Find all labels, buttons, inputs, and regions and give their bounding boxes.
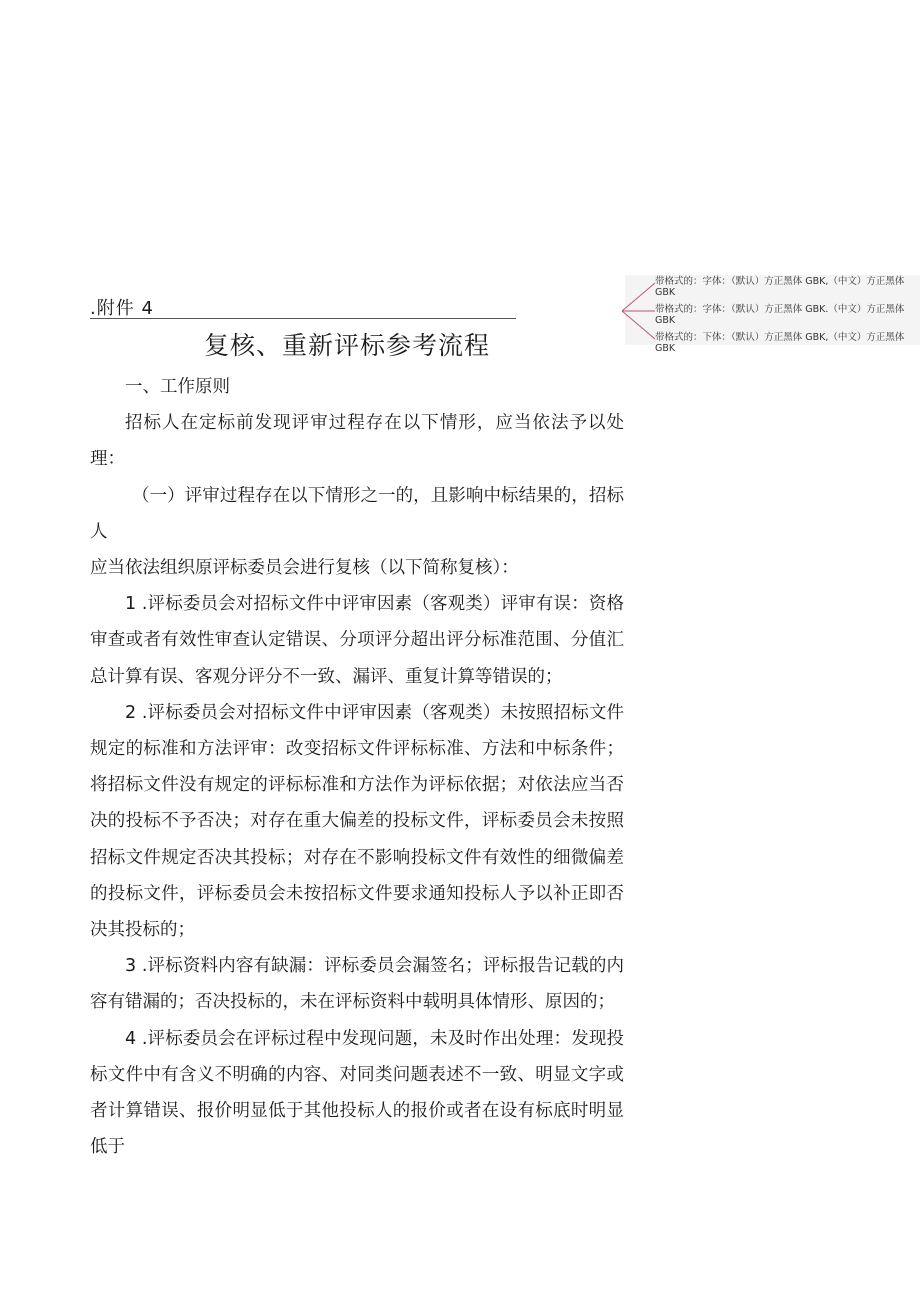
connector-line-3 — [622, 311, 655, 339]
paragraph: （一）评审过程存在以下情形之一的，且影响中标结果的，招标人 — [90, 485, 624, 542]
document-body — [90, 369, 624, 1165]
list-item: 3 .评标资料内容有缺漏：评标委员会漏签名；评标报告记载的内容有错漏的；否决投标的，未在评标资料中载明具体情形、原因的； — [90, 956, 624, 1013]
connector-line-1 — [622, 283, 655, 311]
list-item: 2 .评标委员会对招标文件中评审因素（客观类）未按照招标文件规定的标准和方法评审：改变招标文件评标标准、方法和中标条件；将招标文件没有规定的评标标准和方法作为评标依据；对依法应当否决的投标不予否决；对存在重大偏差的投标文件，评标委员会未按照招标文件规定否决其投标；对存在不影响投标文件有效性的细微偏差的投标文件，评标委员会未按招标文件要求通知投标人予以补正即否决其投标的； — [90, 702, 624, 941]
format-comment[interactable]: 带格式的：字体：（默认）方正黑体 GBK,（中文）方正黑体 GBK — [655, 276, 905, 298]
list-item: 4 .评标委员会在评标过程中发现问题，未及时作出处理：发现投标文件中有含义不明确的内容、对同类问题表述不一致、明显文字或者计算错误、报价明显低于其他投标人的报价或者在设有标底时明显低于 — [90, 1028, 624, 1158]
list-item: 1 .评标委员会对招标文件中评审因素（客观类）评审有误：资格审查或者有效性审查认定错误、分项评分超出评分标准范围、分值汇总计算有误、客观分评分不一致、漏评、重复计算等错误的； — [90, 594, 624, 687]
paragraph: 应当依法组织原评标委员会进行复核（以下简称复核）： — [90, 558, 519, 579]
format-comment[interactable]: 带格式的：下体：（默认）方正黑体 GBK,（中文）方正黑体 GBK — [655, 332, 905, 354]
header-divider — [90, 318, 516, 319]
attachment-label: .附件 4 — [90, 298, 154, 319]
page-title: 复核、重新评标参考流程 — [203, 331, 490, 360]
section-heading: 一、工作原则 — [125, 377, 230, 397]
paragraph: 招标人在定标前发现评审过程存在以下情形，应当依法予以处理： — [90, 413, 624, 470]
format-comment[interactable]: 带格式的：字体：（默认）方正黑体 GBK.（中文）方正黑体 GBK — [655, 304, 905, 326]
